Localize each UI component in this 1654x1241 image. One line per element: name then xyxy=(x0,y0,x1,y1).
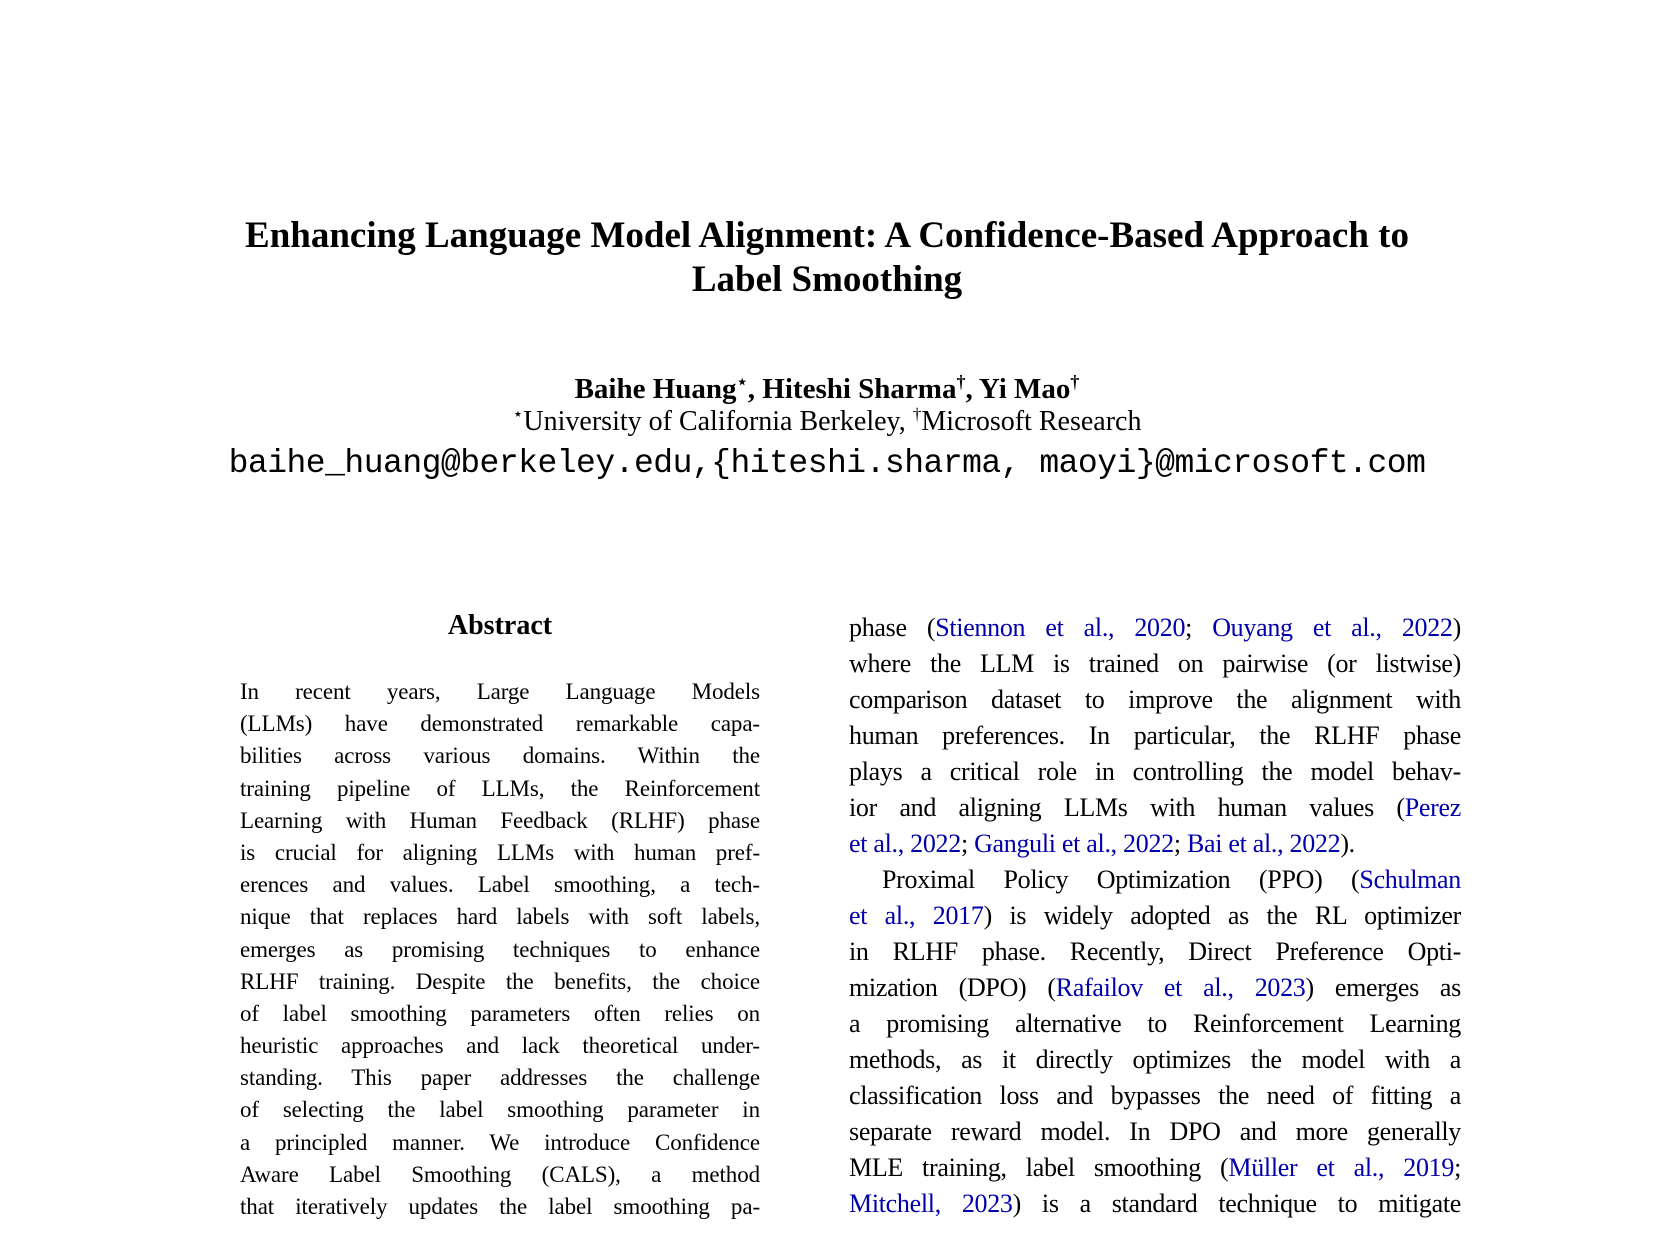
text-run: Proximal Policy Optimization (PPO) ( xyxy=(882,865,1360,894)
text-run: separate reward model. In DPO and more generally xyxy=(849,1117,1461,1146)
text-run: , Yi Mao xyxy=(965,373,1071,405)
abstract-line: of label smoothing parameters often relies on xyxy=(240,1000,760,1026)
superscript-marker: ⋆ xyxy=(736,371,748,392)
abstract-line: erences and values. Label smoothing, a tech- xyxy=(240,872,760,898)
abstract-heading: Abstract xyxy=(447,610,553,641)
text-run: phase ( xyxy=(849,613,936,642)
text-run: Baihe Huang xyxy=(574,373,737,405)
text-run: in RLHF phase. Recently, Direct Preference Opti- xyxy=(849,937,1461,966)
citation-link[interactable]: Mitchell, 2023 xyxy=(849,1189,1013,1218)
abstract-line: a principled manner. We introduce Confidence xyxy=(240,1129,760,1155)
text-run: ; xyxy=(1173,829,1187,858)
introduction-line xyxy=(849,1078,1461,1114)
superscript-marker: ⋆ xyxy=(512,404,524,424)
introduction-line xyxy=(849,610,1461,646)
introduction-line xyxy=(849,970,1461,1006)
text-run: mization (DPO) ( xyxy=(849,973,1056,1002)
superscript-marker: † xyxy=(912,404,922,424)
text-run: ) is widely adopted as the RL optimizer xyxy=(983,901,1461,930)
abstract-line: nique that replaces hard labels with soft labels, xyxy=(240,904,760,930)
text-run: classification loss and bypasses the need of fitting a xyxy=(849,1081,1461,1110)
abstract-line: emerges as promising techniques to enhance xyxy=(240,936,760,962)
abstract-line: of selecting the label smoothing parameter in xyxy=(240,1097,760,1123)
citation-link[interactable]: Ganguli et al., 2022 xyxy=(974,829,1174,858)
introduction-text-column xyxy=(849,610,1461,1222)
paper-title xyxy=(0,214,1654,302)
abstract-line: bilities across various domains. Within the xyxy=(240,743,760,769)
text-run: ; xyxy=(960,829,975,858)
text-run: plays a critical role in controlling the model behav- xyxy=(849,757,1461,786)
citation-link[interactable]: Ouyang et al., 2022 xyxy=(1212,613,1453,642)
text-run: where the LLM is trained on pairwise (or listwise) xyxy=(849,649,1461,678)
introduction-line xyxy=(849,1186,1461,1222)
abstract-line: training pipeline of LLMs, the Reinforcement xyxy=(240,775,760,801)
introduction-line xyxy=(849,1150,1461,1186)
author-list xyxy=(0,371,1654,407)
abstract-text-column xyxy=(240,676,760,1223)
abstract-line: In recent years, Large Language Models xyxy=(240,679,760,704)
introduction-line xyxy=(849,826,1461,862)
text-run: , Hiteshi Sharma xyxy=(747,373,957,405)
text-run: University of California Berkeley, xyxy=(523,406,913,437)
citation-link[interactable]: et al., 2017 xyxy=(849,901,984,930)
text-run: ) is a standard technique to mitigate xyxy=(1012,1189,1461,1218)
citation-link[interactable]: Rafailov et al., 2023 xyxy=(1055,973,1306,1002)
introduction-line xyxy=(849,718,1461,754)
abstract-line: standing. This paper addresses the challenge xyxy=(240,1065,760,1091)
introduction-line xyxy=(849,754,1461,790)
abstract-line: (LLMs) have demonstrated remarkable capa- xyxy=(240,711,760,737)
text-run: methods, as it directly optimizes the model with a xyxy=(849,1045,1461,1074)
text-run: ) xyxy=(1452,613,1461,642)
text-run: human preferences. In particular, the RLHF phase xyxy=(849,721,1461,750)
text-run: ; xyxy=(1454,1153,1461,1182)
introduction-line xyxy=(849,1042,1461,1078)
abstract-line: that iteratively updates the label smoothing pa- xyxy=(240,1194,760,1219)
introduction-line xyxy=(849,1006,1461,1042)
abstract-line: Learning with Human Feedback (RLHF) phase xyxy=(240,807,760,833)
affiliation-line xyxy=(0,405,1654,439)
superscript-marker: † xyxy=(956,371,966,392)
citation-link[interactable]: Stiennon et al., 2020 xyxy=(935,613,1186,642)
introduction-line xyxy=(849,1114,1461,1150)
introduction-line xyxy=(849,682,1461,718)
text-run: ). xyxy=(1340,829,1355,858)
title-line-1: Enhancing Language Model Alignment: A Confidence-Based Approach to xyxy=(245,215,1409,256)
abstract-line: heuristic approaches and lack theoretical under- xyxy=(240,1033,760,1059)
abstract-line: RLHF training. Despite the benefits, the choice xyxy=(240,968,760,994)
citation-link[interactable]: Bai et al., 2022 xyxy=(1186,829,1341,858)
text-run: ) emerges as xyxy=(1305,973,1461,1002)
introduction-line xyxy=(849,898,1461,934)
citation-link[interactable]: et al., 2022 xyxy=(849,829,961,858)
citation-link[interactable]: Schulman xyxy=(1359,865,1461,894)
text-run: a promising alternative to Reinforcement Learning xyxy=(849,1009,1461,1038)
text-run: ; xyxy=(1185,613,1213,642)
introduction-line xyxy=(849,862,1461,898)
title-line-2: Label Smoothing xyxy=(691,259,963,300)
text-run: comparison dataset to improve the alignment with xyxy=(849,685,1461,714)
abstract-line: Aware Label Smoothing (CALS), a method xyxy=(240,1161,760,1187)
introduction-line xyxy=(849,646,1461,682)
text-run: Microsoft Research xyxy=(921,406,1142,437)
author-emails: baihe_huang@berkeley.edu,{hiteshi.sharma, maoyi}@microsoft.com xyxy=(228,445,1426,482)
citation-link[interactable]: Müller et al., 2019 xyxy=(1228,1153,1455,1182)
citation-link[interactable]: Perez xyxy=(1404,793,1461,822)
introduction-line xyxy=(849,934,1461,970)
abstract-line: is crucial for aligning LLMs with human pref- xyxy=(240,839,760,865)
text-run: MLE training, label smoothing ( xyxy=(849,1153,1229,1182)
introduction-line xyxy=(849,790,1461,826)
text-run: ior and aligning LLMs with human values ( xyxy=(849,793,1405,822)
superscript-marker: † xyxy=(1070,371,1080,392)
